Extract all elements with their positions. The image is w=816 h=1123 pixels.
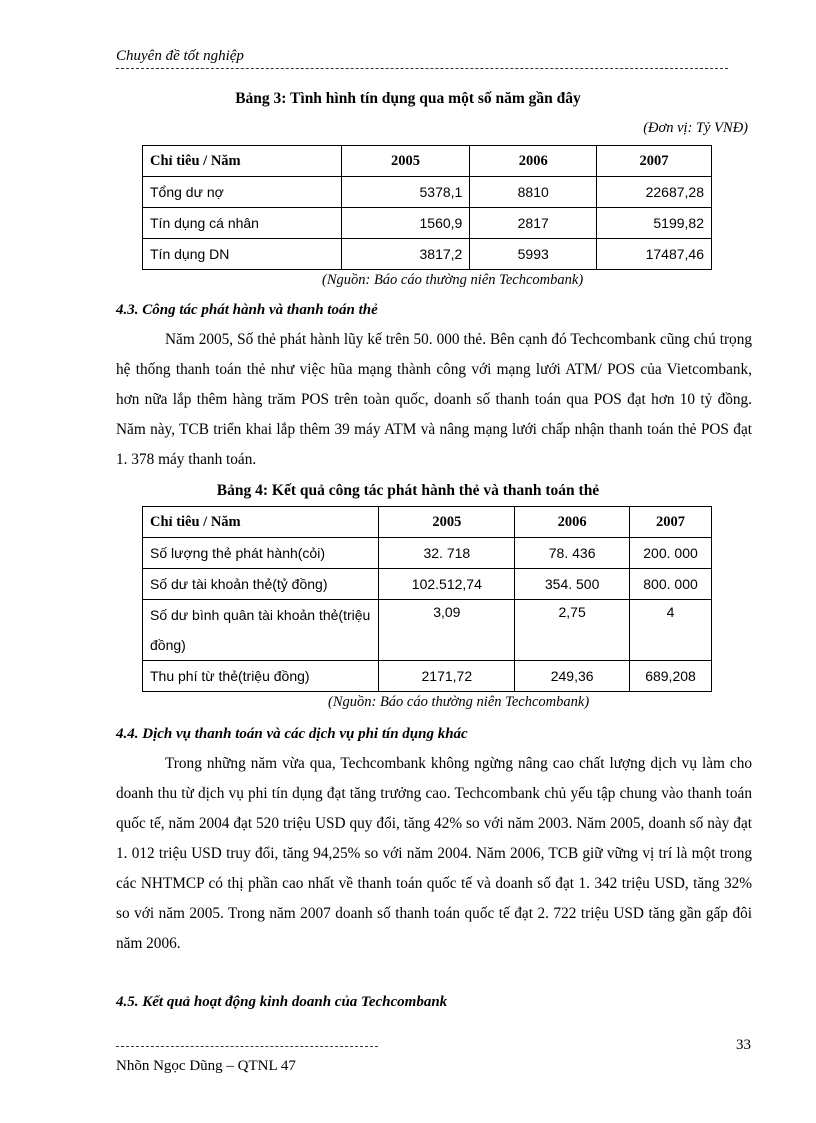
table-cell: 102.512,74 — [379, 569, 515, 600]
table-cell: Số dư bình quân tài khoản thẻ(triệu đồng) — [143, 600, 379, 661]
table3 — [142, 145, 712, 270]
table-row — [143, 208, 712, 239]
table-row — [143, 600, 712, 661]
table3-header-cell: 2007 — [597, 146, 712, 177]
table-cell: 5378,1 — [341, 177, 470, 208]
table4-header-cell: 2007 — [630, 507, 712, 538]
table3-unit: (Đơn vị: Tỷ VNĐ) — [643, 120, 748, 136]
table4-title: Bảng 4: Kết quả công tác phát hành thẻ và thanh toán thẻ — [216, 482, 600, 499]
table-cell: Tín dụng cá nhân — [143, 208, 342, 239]
table-cell: 689,208 — [630, 661, 712, 692]
table3-header-cell: 2006 — [470, 146, 597, 177]
footer-author: Nhõn Ngọc Dũng – QTNL 47 — [116, 1058, 296, 1074]
table-cell: 8810 — [470, 177, 597, 208]
table-cell: 32. 718 — [379, 538, 515, 569]
section-4-4-paragraph: Trong những năm vừa qua, Techcombank không ngừng nâng cao chất lượng dịch vụ làm cho doanh thu từ dịch vụ phi tín dụng đạt tăng trưởng cao. Techcombank chủ yếu tập chung vào thanh toán quốc tế, năm 2004 đạt 520 triệu USD quy đổi, tăng 42% so với năm 2003. Năm 2005, doanh số này đạt 1. 012 triệu USD truy đổi, tăng 94,25% so với năm 2004. Năm 2006, TCB giữ vững vị trí là một trong các NHTMCP có thị phần cao nhất về thanh toán quốc tế và doanh số đạt 1. 342 triệu USD, tăng 32% so với năm 2005. Trong năm 2007 doanh số thanh toán quốc tế đạt 2. 722 triệu USD tăng gần gấp đôi năm 2006. — [116, 755, 752, 952]
table-cell: Số lượng thẻ phát hành(cỏi) — [143, 538, 379, 569]
table-cell: 3817,2 — [341, 239, 470, 270]
table4-header-cell: Chỉ tiêu / Năm — [143, 507, 379, 538]
table-cell: 2,75 — [515, 600, 630, 661]
page-number: 33 — [736, 1037, 751, 1053]
table3-header-cell: Chỉ tiêu / Năm — [143, 146, 342, 177]
table4-header-row — [143, 507, 712, 538]
footer-separator — [116, 1046, 378, 1047]
table-cell: 249,36 — [515, 661, 630, 692]
table4-source: (Nguồn: Báo cáo thường niên Techcombank) — [328, 694, 590, 710]
table-cell: 17487,46 — [597, 239, 712, 270]
table4-header-cell: 2006 — [515, 507, 630, 538]
table-cell: 4 — [630, 600, 712, 661]
table-cell: 3,09 — [379, 600, 515, 661]
table-row — [143, 569, 712, 600]
section-4-4-heading: 4.4. Dịch vụ thanh toán và các dịch vụ phi tín dụng khác — [116, 726, 468, 742]
header-separator — [116, 68, 728, 69]
table-cell: 354. 500 — [515, 569, 630, 600]
table-cell: 5199,82 — [597, 208, 712, 239]
table-row — [143, 177, 712, 208]
document-header-title: Chuyên đề tốt nghiệp — [116, 48, 244, 64]
table-row — [143, 538, 712, 569]
table-cell: Tổng dư nợ — [143, 177, 342, 208]
table-cell: Tín dụng DN — [143, 239, 342, 270]
table4-header-cell: 2005 — [379, 507, 515, 538]
table3-header-row — [143, 146, 712, 177]
section-4-3-heading: 4.3. Công tác phát hành và thanh toán thẻ — [116, 302, 378, 318]
table3-source: (Nguồn: Báo cáo thường niên Techcombank) — [322, 272, 584, 288]
section-4-5-heading: 4.5. Kết quả hoạt động kinh doanh của Techcombank — [116, 994, 448, 1010]
table-cell: 800. 000 — [630, 569, 712, 600]
table-row — [143, 239, 712, 270]
table-cell: 2817 — [470, 208, 597, 239]
table-cell: 200. 000 — [630, 538, 712, 569]
table3-title: Bảng 3: Tình hình tín dụng qua một số năm gần đây — [235, 90, 581, 107]
table-cell: 1560,9 — [341, 208, 470, 239]
section-4-3-paragraph: Năm 2005, Số thẻ phát hành lũy kế trên 50. 000 thẻ. Bên cạnh đó Techcombank cũng chú trọng hệ thống thanh toán thẻ như việc hũa mạng thành công với mạng lưới ATM/ POS của Vietcombank, hơn nữa lắp thêm hàng trăm POS trên toàn quốc, doanh số thanh toán qua POS đạt hơn 10 tỷ đồng. Năm này, TCB triển khai lắp thêm 39 máy ATM và nâng mạng lưới chấp nhận thanh toán thẻ POS đạt 1. 378 máy thanh toán. — [116, 331, 752, 468]
table-cell: 78. 436 — [515, 538, 630, 569]
table-cell: Thu phí từ thẻ(triệu đồng) — [143, 661, 379, 692]
table-cell: Số dư tài khoản thẻ(tỷ đồng) — [143, 569, 379, 600]
table-row — [143, 661, 712, 692]
table-cell: 5993 — [470, 239, 597, 270]
table-cell: 2171,72 — [379, 661, 515, 692]
table3-header-cell: 2005 — [341, 146, 470, 177]
table-cell: 22687,28 — [597, 177, 712, 208]
table4 — [142, 506, 712, 692]
